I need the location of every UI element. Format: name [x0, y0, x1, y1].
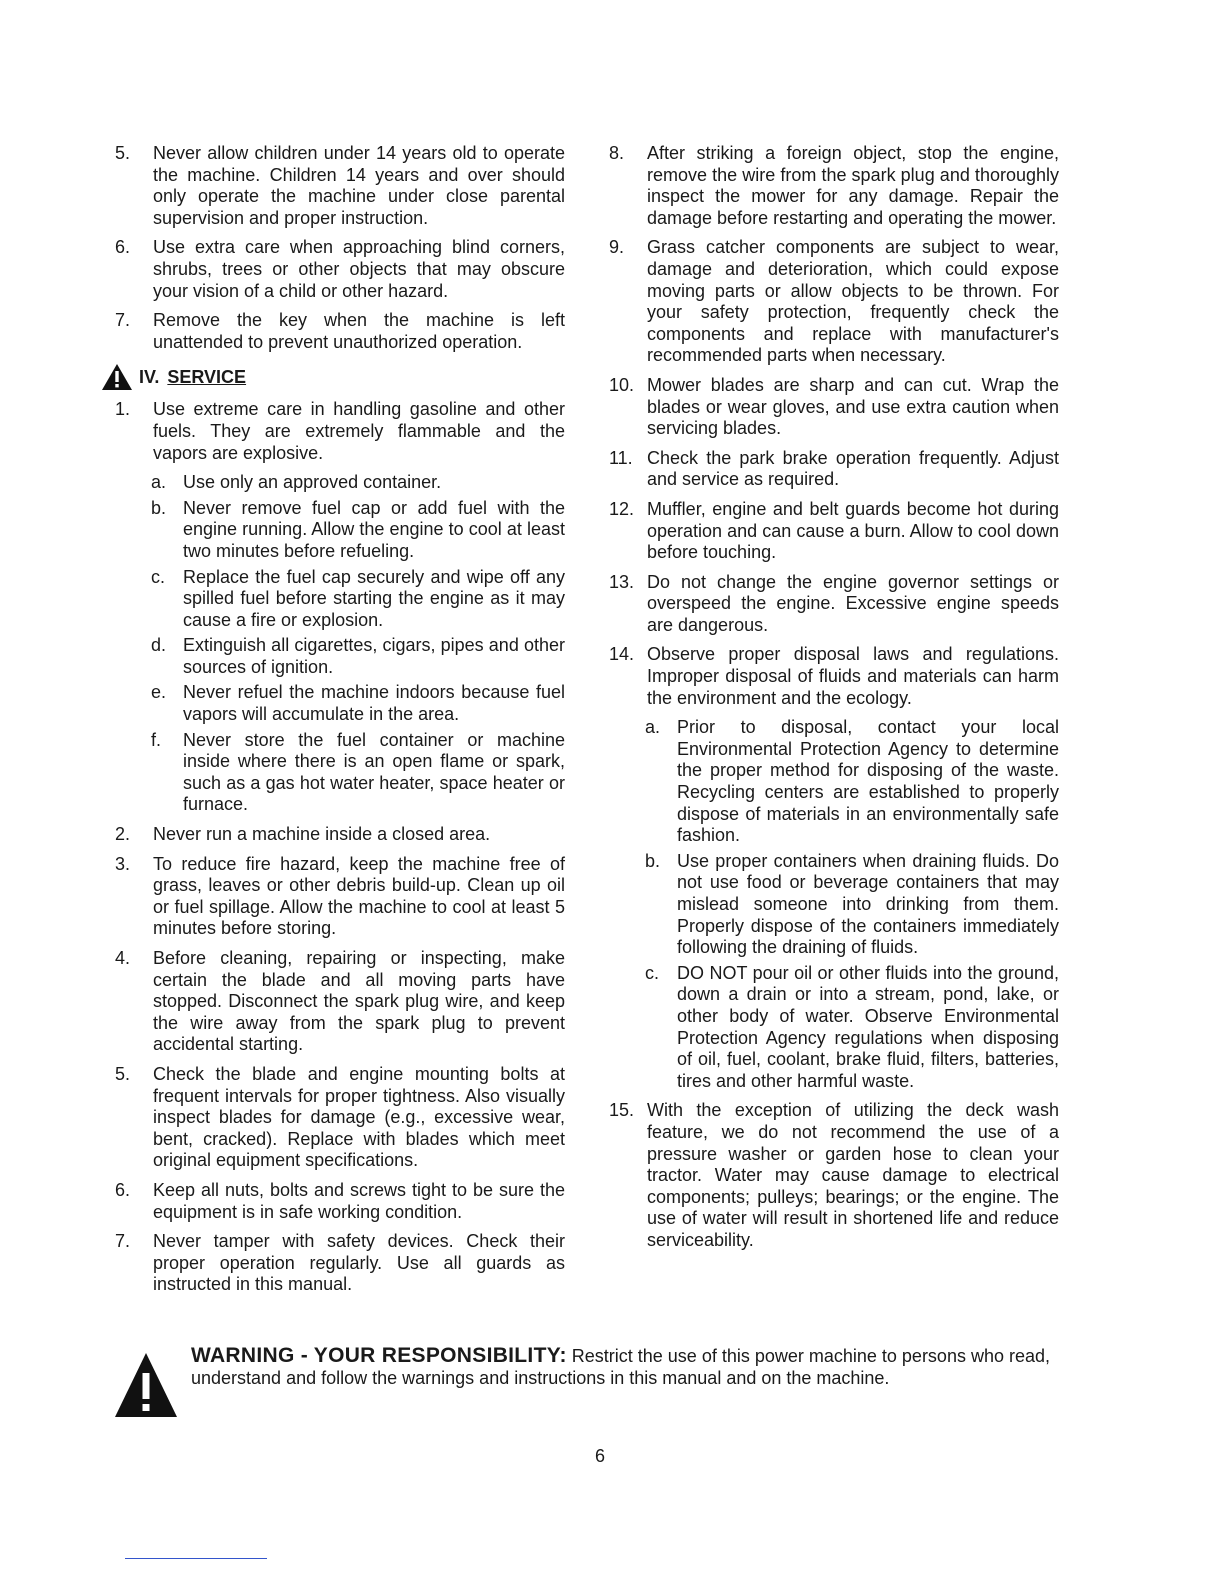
item-text: Keep all nuts, bolts and screws tight to be sure the equipment is in safe working condition. — [153, 1179, 565, 1222]
sub-item-letter: d. — [151, 635, 167, 656]
item-number: 7. — [115, 1231, 131, 1252]
item-number: 10. — [609, 374, 635, 395]
item-number: 9. — [609, 237, 625, 258]
warning-triangle-icon — [101, 363, 133, 391]
sub-item — [645, 963, 1059, 1093]
item-number: 1. — [115, 399, 131, 420]
list-item — [113, 237, 565, 302]
sub-item-text: Extinguish all cigarettes, cigars, pipes and other sources of ignition. — [183, 635, 565, 677]
sub-item-letter: a. — [645, 717, 661, 738]
list-item — [113, 1180, 565, 1223]
item-text: Muffler, engine and belt guards become hot during operation and can cause a burn. Allow to cool down before touching. — [647, 498, 1059, 563]
item-number: 11. — [609, 447, 633, 468]
item-text: After striking a foreign object, stop the engine, remove the wire from the spark plug and thoroughly inspect the mower for any damage. Repair the damage before restarting and operating the mower. — [647, 143, 1059, 228]
item-number: 5. — [115, 1063, 131, 1084]
item-text: Observe proper disposal laws and regulations. Improper disposal of fluids and materials can harm the environment and the ecology. — [647, 644, 1059, 708]
item-number: 8. — [609, 143, 625, 163]
item-number: 7. — [115, 310, 131, 331]
sub-item-text: DO NOT pour oil or other fluids into the ground, down a drain or into a stream, pond, lake, or other body of water. Observe Environmental Protection Agency regulations when disposing of oil, fuel, coolant, brake fluid, filters, batteries, tires and other harmful waste. — [677, 962, 1059, 1091]
list-item — [607, 375, 1059, 440]
sub-item-letter: e. — [151, 682, 167, 703]
section-heading — [101, 363, 565, 391]
item-text: Use extra care when approaching blind corners, shrubs, trees or other objects that may obscure your vision of a child or other hazard. — [153, 237, 565, 301]
item-number: 14. — [609, 644, 635, 665]
item-text: To reduce fire hazard, keep the machine free of grass, leaves or other debris build-up. Clean up oil or fuel spillage. Allow the machine to cool at least 5 minutes before storing. — [153, 853, 565, 939]
sub-item — [151, 472, 565, 494]
warning-body — [191, 1345, 1063, 1419]
item-text: Never run a machine inside a closed area. — [153, 824, 491, 845]
item-text: Never tamper with safety devices. Check their proper operation regularly. Use all guards as instructed in this manual. — [153, 1231, 565, 1295]
item-text: Use extreme care in handling gasoline and other fuels. They are extremely flammable and the vapors are explosive. — [153, 399, 565, 463]
sub-item-text: Prior to disposal, contact your local Environmental Protection Agency to determine the proper method for disposing of the waste. Recycling centers are established to properly dispose of materials in an environmentally safe fashion. — [677, 717, 1059, 846]
warning-triangle-icon — [113, 1351, 179, 1419]
list-item — [607, 1100, 1059, 1251]
item-number: 12. — [609, 498, 635, 519]
list-item — [113, 143, 565, 229]
list-item — [607, 499, 1059, 564]
sub-item — [151, 498, 565, 563]
item-text: With the exception of utilizing the deck wash feature, we do not recommend the use of a pressure washer or garden hose to clean your tractor. Water may cause damage to electrical components; pulleys; bearings; or the engine. The use of water will result in shortened life and reduce serviceability. — [647, 1100, 1059, 1250]
item-text: Mower blades are sharp and can cut. Wrap the blades or wear gloves, and use extra caution when servicing blades. — [647, 374, 1059, 439]
section-title: SERVICE — [167, 366, 247, 387]
sub-item — [645, 717, 1059, 847]
list-item — [113, 948, 565, 1056]
page-number: 6 — [594, 1446, 605, 1466]
list-item — [607, 572, 1059, 637]
warning-text: Restrict the use of this power machine to persons who read, understand and follow the warnings and instructions in this manual and on the machine. — [191, 1346, 1051, 1388]
footer-rule — [125, 1558, 267, 1559]
item-text: Grass catcher components are subject to wear, damage and deterioration, which could expose moving parts or allow objects to be thrown. For your safety protection, frequently check the components and replace with manufacturer's recommended parts when necessary. — [647, 237, 1059, 366]
list-item — [607, 143, 1059, 229]
sub-item — [645, 851, 1059, 959]
sub-item-text: Replace the fuel cap securely and wipe off any spilled fuel before starting the engine as it may cause a fire or explosion. — [183, 566, 565, 630]
warning-callout — [113, 1345, 1063, 1419]
item-text: Before cleaning, repairing or inspecting, make certain the blade and all moving parts have stopped. Disconnect the spark plug wire, and keep the wire away from the spark plug to prevent accidental starting. — [153, 948, 565, 1055]
list-item — [113, 824, 565, 846]
sub-item-text: Use only an approved container. — [183, 472, 442, 493]
right-column — [607, 143, 1059, 1260]
list-item — [607, 644, 1059, 709]
item-number: 13. — [609, 571, 635, 592]
item-text: Do not change the engine governor settings or overspeed the engine. Excessive engine speeds are dangerous. — [647, 571, 1059, 635]
sub-item-text: Never refuel the machine indoors because fuel vapors will accumulate in the area. — [183, 682, 565, 725]
sub-item-letter: c. — [645, 962, 660, 983]
list-item — [113, 854, 565, 940]
sub-item-letter: b. — [151, 497, 167, 518]
list-item — [607, 237, 1059, 367]
item-number: 6. — [115, 1179, 131, 1200]
warning-heading: WARNING - YOUR RESPONSIBILITY: — [191, 1344, 567, 1367]
item-number: 5. — [115, 143, 131, 163]
sub-item-letter: f. — [151, 729, 162, 750]
item-number: 3. — [115, 853, 131, 874]
item-number: 6. — [115, 237, 131, 258]
sub-item-letter: c. — [151, 566, 166, 587]
list-item — [113, 310, 565, 353]
sub-item-text: Use proper containers when draining fluids. Do not use food or beverage containers that may mislead someone into drinking from them. Properly dispose of the containers immediately following the draining of fluids. — [677, 850, 1059, 958]
left-column — [113, 143, 565, 1304]
sub-item — [151, 567, 565, 632]
item-text: Check the park brake operation frequently. Adjust and service as required. — [647, 447, 1059, 490]
sub-item — [151, 635, 565, 678]
sub-item — [151, 682, 565, 725]
item-text: Never allow children under 14 years old to operate the machine. Children 14 years and over should only operate the machine under close parental supervision and proper instruction. — [153, 143, 565, 228]
item-number: 15. — [609, 1100, 635, 1121]
sub-item-text: Never remove fuel cap or add fuel with the engine running. Allow the engine to cool at least two minutes before refueling. — [183, 497, 565, 561]
list-item — [113, 399, 565, 464]
sub-item-letter: a. — [151, 472, 167, 493]
sub-item-letter: b. — [645, 850, 661, 871]
sub-item-text: Never store the fuel container or machine inside where there is an open flame or spark, such as a gas hot water heater, space heater or furnace. — [183, 729, 565, 815]
list-item — [113, 1064, 565, 1172]
item-text: Check the blade and engine mounting bolts at frequent intervals for proper tightness. Also visually inspect blades for damage (e.g., excessive wear, bent, cracked). Replace with blades which meet original equipment specifications. — [153, 1063, 565, 1171]
list-item — [607, 448, 1059, 491]
item-number: 4. — [115, 948, 131, 968]
sub-item — [151, 730, 565, 816]
list-item — [113, 1231, 565, 1296]
item-number: 2. — [115, 824, 131, 845]
item-text: Remove the key when the machine is left unattended to prevent unauthorized operation. — [153, 310, 565, 352]
section-number: IV. — [139, 366, 160, 387]
